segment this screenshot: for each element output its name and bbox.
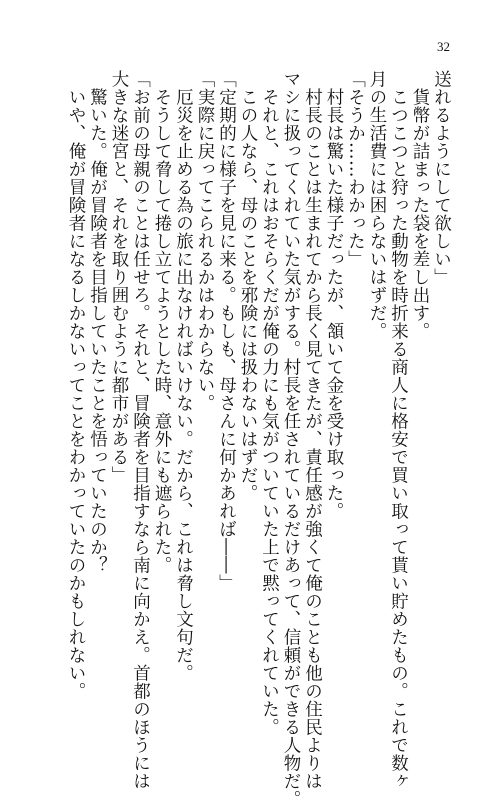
text-line: それと、これはおそらくだが俺の力にも気がついていた上で黙ってくれていた。	[259, 70, 280, 736]
text-line: この人なら、母のことを邪険には扱わないはずだ。	[238, 70, 258, 502]
text-line: 貨幣が詰まった袋を差し出す。	[410, 70, 430, 340]
text-line: 厄災を止める為の旅に出なければいけない。だから、これは脅し文句だ。	[173, 70, 194, 682]
text-line: 送れるようにして欲しい」	[431, 70, 452, 286]
text-line: 村長は驚いた様子だったが、頷いて金を受け取った。	[324, 70, 344, 520]
text-line: マシに扱ってくれていた気がする。村長を任されているだけあって、信頼ができる人物だ。	[281, 70, 301, 808]
text-line: そうして脅して捲し立てようとした時、意外にも遮られた。	[152, 70, 172, 574]
text-line: 「実際に戻ってこられるかはわからない。	[195, 70, 215, 412]
vertical-text-body	[65, 70, 453, 808]
text-line: 大きな迷宮と、それを取り囲むように都市がある」	[109, 70, 129, 484]
page-number: 32	[437, 39, 450, 54]
text-line: 「そうか……わかった」	[345, 70, 366, 268]
text-line: いや、俺が冒険者になるしかないってことをわかっていたのかもしれない。	[66, 70, 86, 700]
text-line: 「お前の母親のことは任せろ。それと、冒険者を目指すなら南に向かえ。首都のほうには	[130, 70, 151, 790]
text-line: 驚いた。俺が冒険者を目指していたことを悟っていたのか？	[87, 70, 108, 574]
text-line: 村長のことは生まれてから長く見てきたが、責任感が強くて俺のことも他の住民よりは	[302, 70, 323, 790]
text-line: 「定期的に様子を見に来る。もしも、母さんに何かあれば――」	[216, 70, 237, 592]
text-line: こつこつと狩った動物を時折来る商人に格安で買い取って貰い貯めたもの。これで数ヶ	[388, 70, 409, 790]
text-line: 月の生活費には困らないはずだ。	[367, 70, 387, 340]
